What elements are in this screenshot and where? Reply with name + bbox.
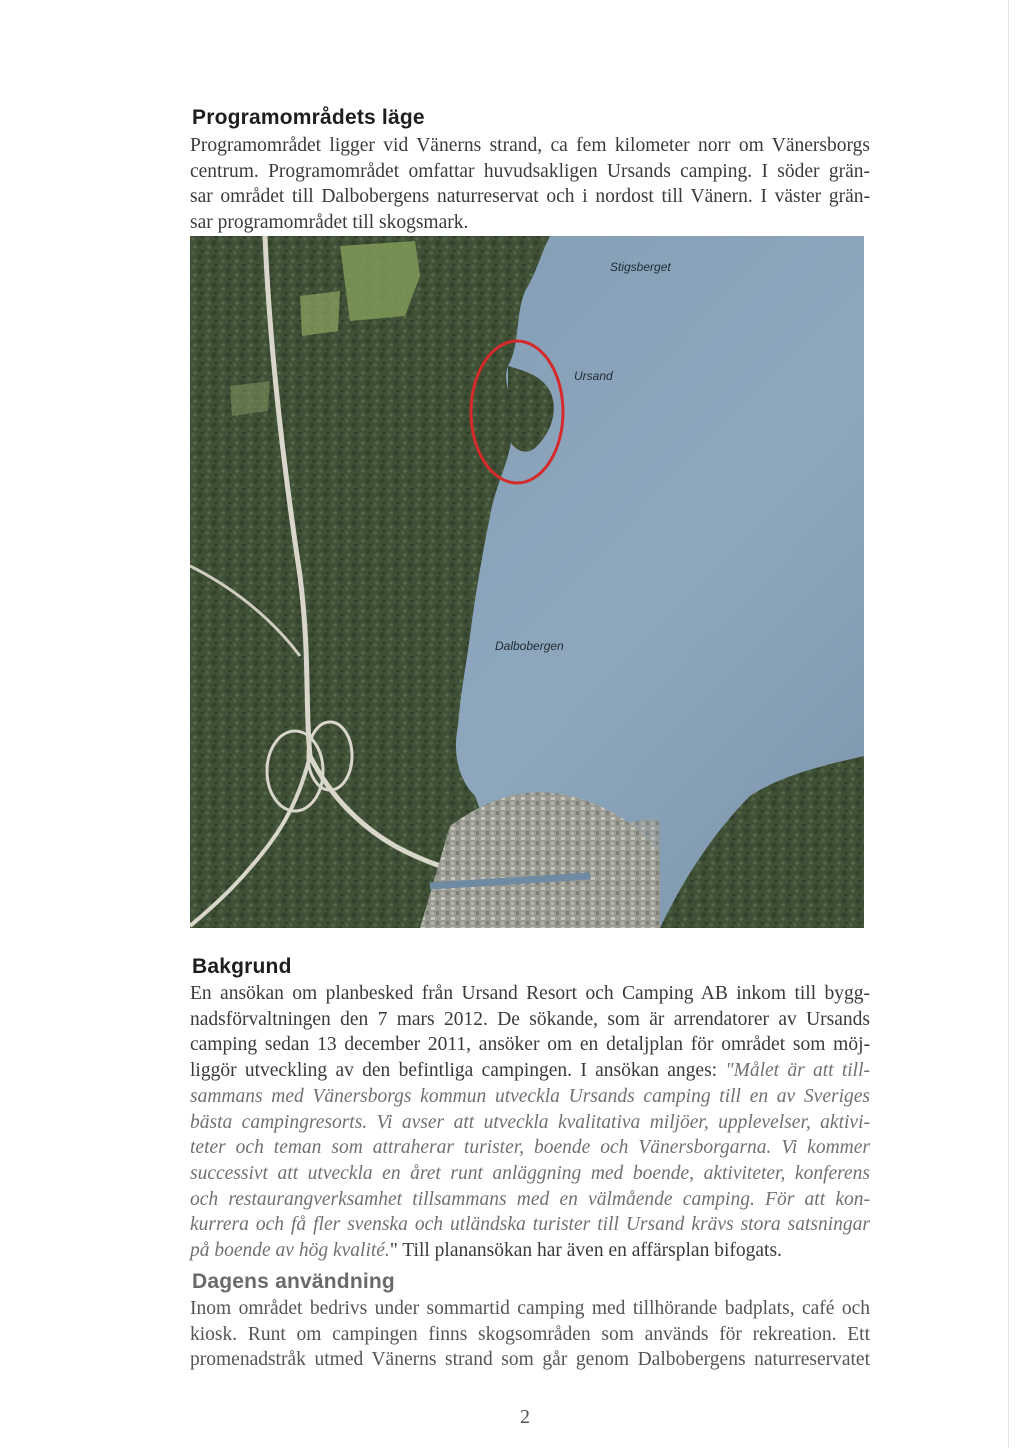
quote-line: sammans med Vänersborgs kommun utveckla Ursands camping till en av Sveriges: [190, 1085, 870, 1107]
quote-line: successivt att utveckla en året runt anläggning med boende, aktiviteter, konferens: [190, 1162, 870, 1184]
quote-line: och restaurangverksamhet tillsammans med en välmående camping. För att kon-: [190, 1188, 870, 1210]
text-line: [190, 1058, 870, 1084]
text-line-plain: " Till planansökan har även en affärsplan bifogats.: [389, 1240, 782, 1262]
location-paragraph: [190, 133, 870, 236]
aerial-map: [190, 236, 864, 928]
section-heading-location: Programområdets läge: [192, 106, 425, 129]
current-use-paragraph: [190, 1296, 870, 1373]
page-number: 2: [520, 1406, 530, 1428]
section-heading-background: Bakgrund: [192, 955, 292, 978]
text-line: sar programområdet till skogsmark.: [190, 212, 469, 234]
page-edge: [1008, 0, 1009, 1448]
quote-text: "Målet är att till-: [725, 1060, 871, 1082]
quote-text: på boende av hög kvalité.: [190, 1240, 390, 1262]
text-line: Programområdet ligger vid Vänerns strand, ca fem kilometer norr om Vänersborgs: [190, 135, 870, 156]
map-label-dalbobergen: Dalbobergen: [495, 639, 564, 653]
quote-line: teter och teman som attraherar turister, boende och Vänersborgarna. Vi kommer: [190, 1137, 870, 1159]
text-line: sar området till Dalbobergens naturreservat och i nordost till Vänern. I väster grän-: [190, 186, 870, 208]
text-line: En ansökan om planbesked från Ursand Resort och Camping AB inkom till bygg-: [190, 983, 870, 1004]
section-heading-current-use: Dagens användning: [192, 1270, 395, 1293]
text-line: camping sedan 13 december 2011, ansöker om en detaljplan för området som möj-: [190, 1034, 870, 1056]
text-line: kiosk. Runt om campingen finns skogsområden som används för rekreation. Ett: [190, 1323, 870, 1345]
background-paragraph: [190, 981, 870, 1264]
quote-line: kurrera och få fler svenska och utländska turister till Ursand krävs stora satsningar: [190, 1214, 870, 1236]
text-line: nadsförvaltningen den 7 mars 2012. De sökande, som är arrendatorer av Ursands: [190, 1008, 870, 1030]
text-line: Inom området bedrivs under sommartid camping med tillhörande badplats, café och: [190, 1298, 870, 1319]
map-label-stigsberget: Stigsberget: [610, 260, 671, 274]
map-label-ursand: Ursand: [574, 369, 613, 383]
text-line-plain: liggör utveckling av den befintliga campingen. I ansökan anges:: [190, 1060, 726, 1082]
aerial-photo: [190, 236, 864, 928]
quote-line: bästa campingresorts. Vi avser att utveckla kvalitativa miljöer, upplevelser, aktivi-: [190, 1111, 870, 1133]
text-line: centrum. Programområdet omfattar huvudsakligen Ursands camping. I söder grän-: [190, 160, 870, 182]
text-line: promenadstråk utmed Vänerns strand som går genom Dalbobergens naturreservatet: [190, 1349, 870, 1371]
text-line: [190, 1238, 870, 1264]
